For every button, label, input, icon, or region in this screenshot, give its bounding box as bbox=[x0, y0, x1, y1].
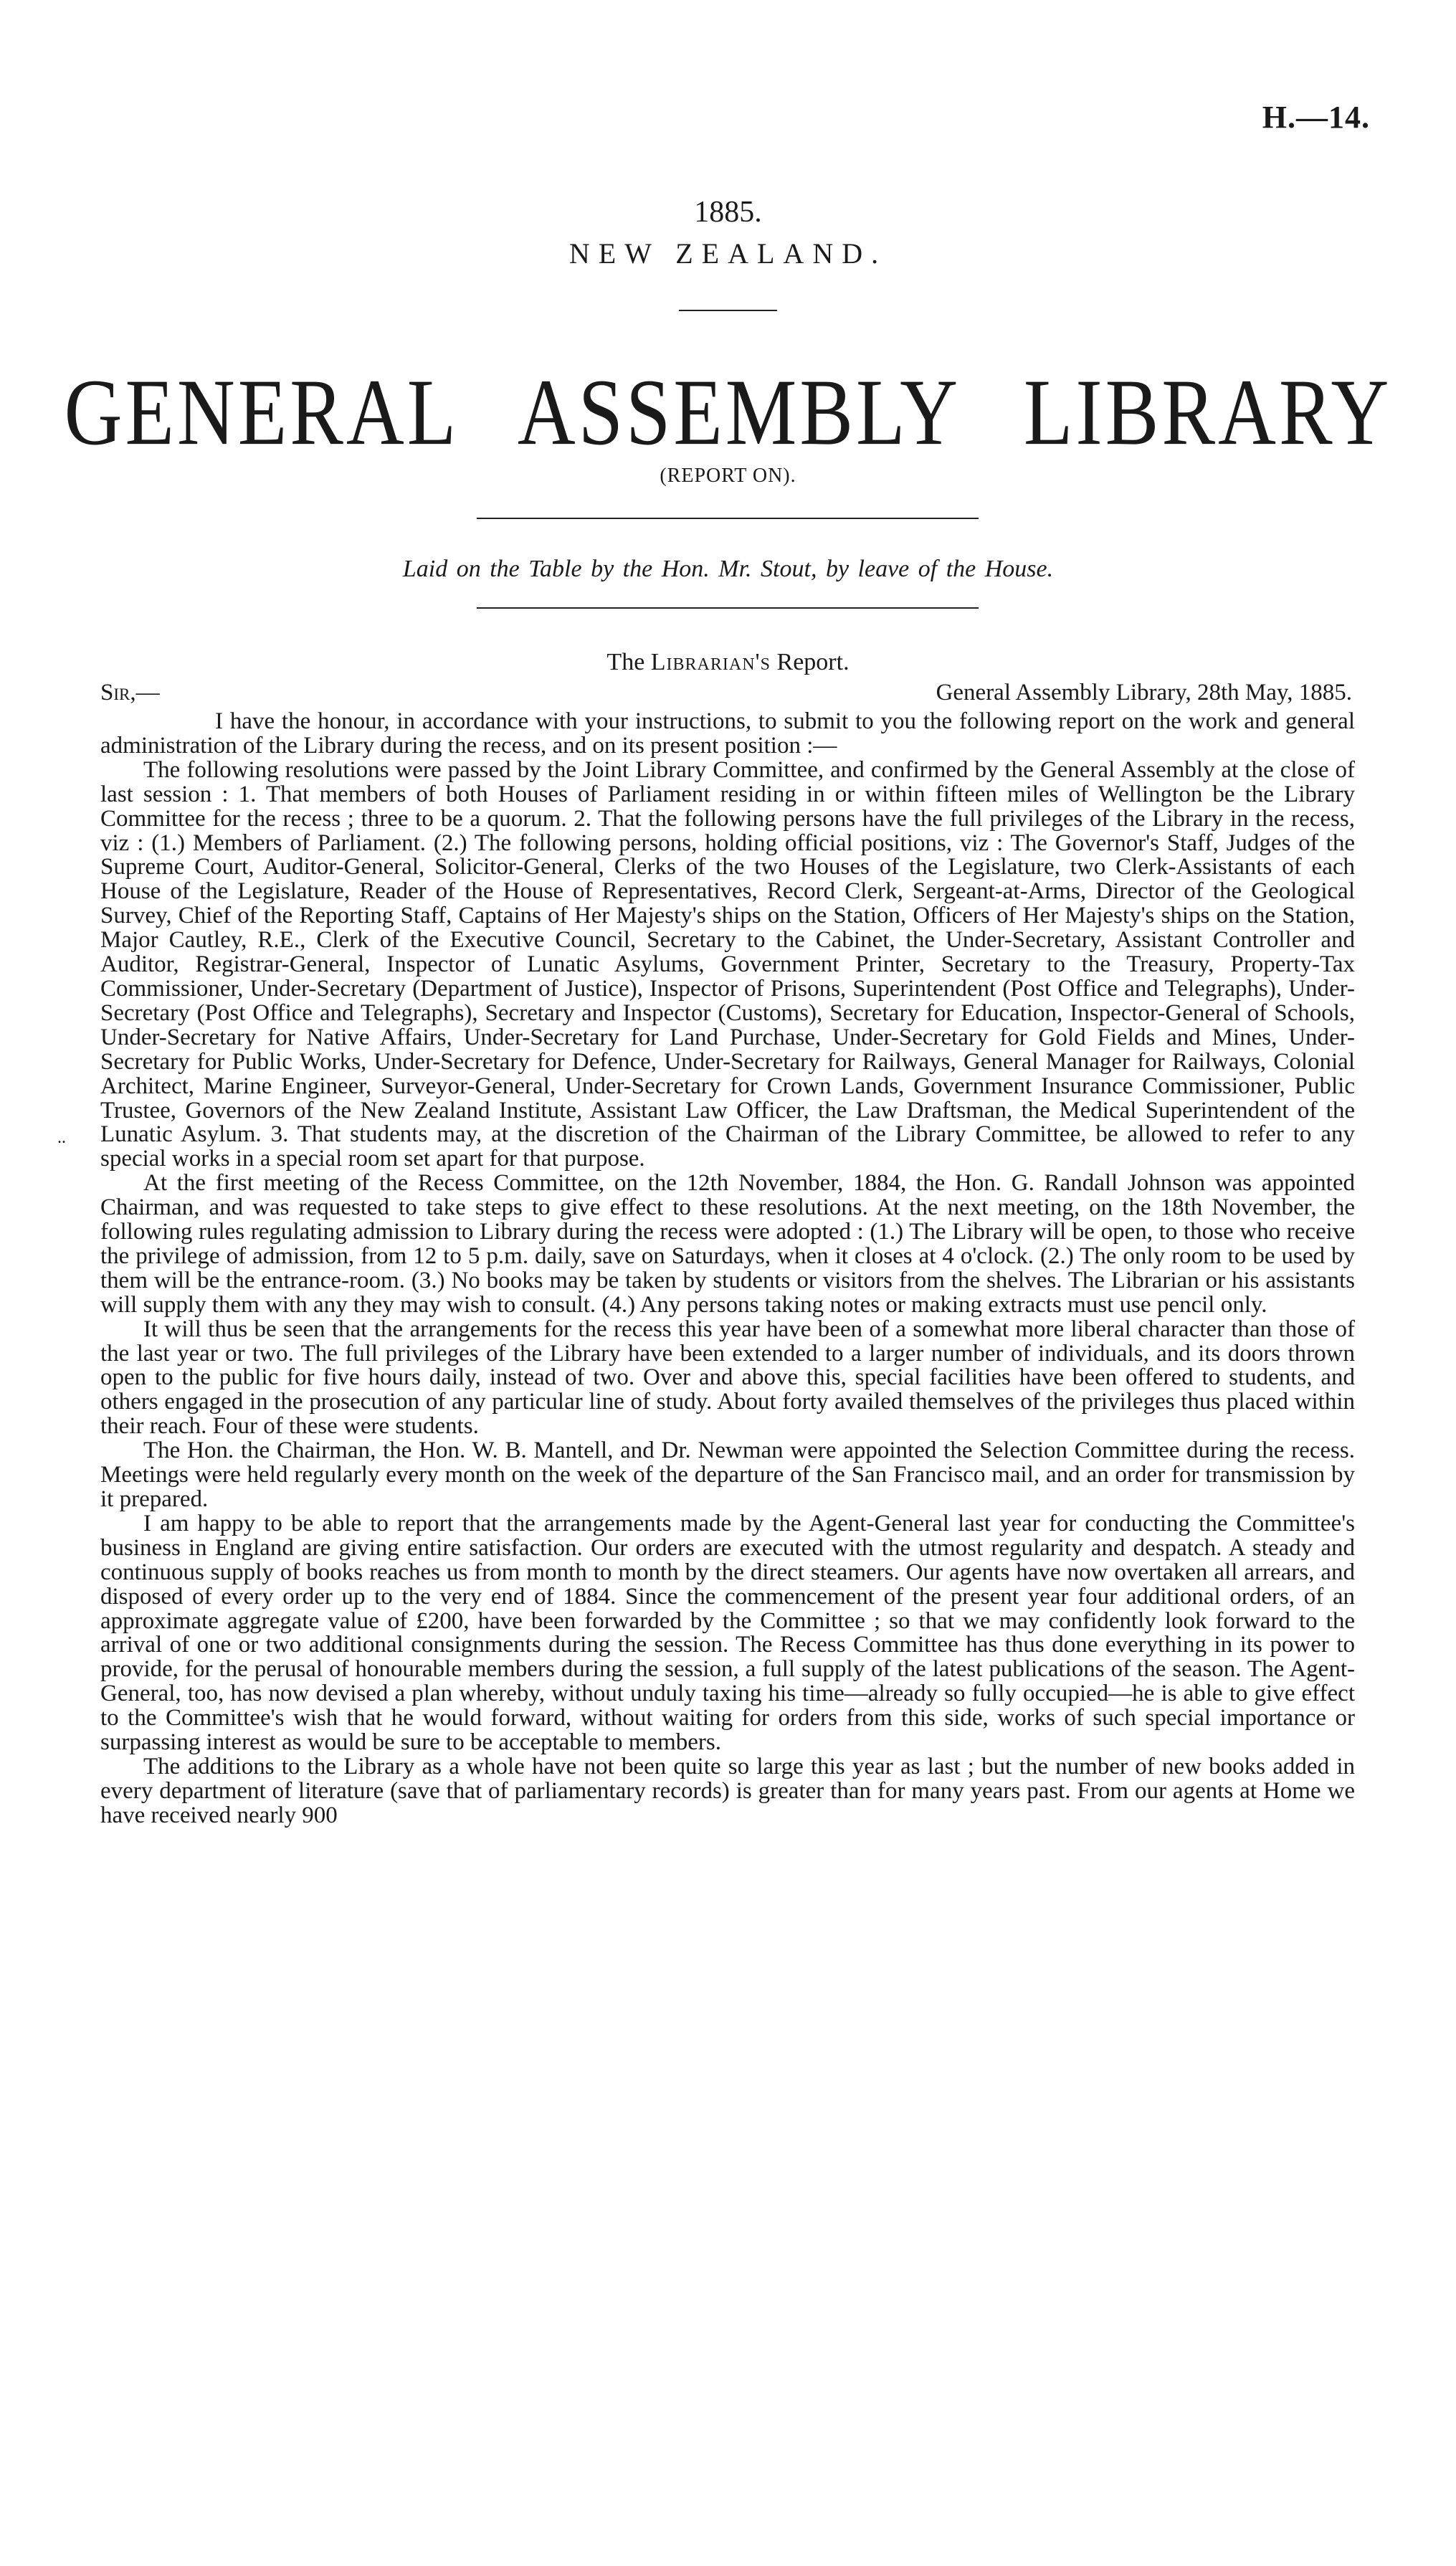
divider bbox=[477, 518, 979, 519]
paragraph: The Hon. the Chairman, the Hon. W. B. Mantell, and Dr. Newman were appointed the Selection Committee during the recess. Meetings were held regularly every month on the week of the departure of the San Francisco mail, and an order for transmission by it prepared. bbox=[100, 1438, 1355, 1512]
country: NEW ZEALAND. bbox=[568, 237, 888, 270]
document-title: GENERAL ASSEMBLY LIBRARY bbox=[64, 360, 1392, 465]
paper-reference: H.—14. bbox=[1262, 100, 1370, 135]
paragraph: It will thus be seen that the arrangements for the recess this year have been of a somewhat more liberal character than those of the last year or two. The full privileges of the Library have been extended to a larger number of individuals, and its doors thrown open to the public for five hours daily, instead of two. Over and above this, special facilities have been offered to students, and others engaged in the prosecution of any particular line of study. About forty availed themselves of the privileges thus placed within their reach. Four of these were students. bbox=[100, 1316, 1355, 1440]
report-heading-report: Report. bbox=[776, 649, 850, 675]
report-heading-librarian: Librarian's bbox=[650, 649, 771, 675]
year: 1885. bbox=[694, 196, 762, 229]
laid-on-table-note: Laid on the Table by the Hon. Mr. Stout, by leave of the House. bbox=[402, 556, 1054, 582]
paragraph: The additions to the Library as a whole have not been quite so large this year as last ; but the number of new books added in every department of literature (save that of parliamentary records) is greater than for many years past. From our agents at Home we have received nearly 900 bbox=[100, 1753, 1355, 1828]
paragraph: I am happy to be able to report that the arrangements made by the Agent-General last year for conducting the Committee's business in England are giving entire satisfaction. Our orders are executed with the utmost regularity and despatch. A steady and continuous supply of books reaches us from month to month by the direct steamers. Our agents have now overtaken all arrears, and disposed of every order up to the very end of 1884. Since the commencement of the present year four additional orders, of an approximate aggregate value of £200, have been forwarded by the Committee ; so that we may confidently look forward to the arrival of one or two additional consignments during the session. The Recess Committee has thus done everything in its power to provide, for the perusal of honourable members during the session, a full supply of the latest publications of the season. The Agent-General, too, has now devised a plan whereby, without unduly taxing his time—already so fully occupied—he is able to give effect to the Committee's wish that he would forward, without waiting for orders from this side, works of such special importance or surpassing interest as would be sure to be acceptable to members. bbox=[100, 1510, 1355, 1756]
report-body bbox=[100, 710, 1355, 1828]
paragraph: The following resolutions were passed by the Joint Library Committee, and confirmed by the General Assembly at the close of last session : 1. That members of both Houses of Parliament residing in or within fifteen miles of Wellington be the Library Committee for the recess ; three to be a quorum. 2. That the following persons have the full privileges of the Library in the recess, viz : (1.) Members of Parliament. (2.) The following persons, holding official positions, viz : The Governor's Staff, Judges of the Supreme Court, Auditor-General, Solicitor-General, Clerks of the two Houses of the Legislature, two Clerk-Assistants of each House of the Legislature, Reader of the House of Representatives, Record Clerk, Sergeant-at-Arms, Director of the Geological Survey, Chief of the Reporting Staff, Captains of Her Majesty's ships on the Station, Officers of Her Majesty's ships on the Station, Major Cautley, R.E., Clerk of the Executive Council, Secretary to the Cabinet, the Under-Secretary, Assistant Controller and Auditor, Registrar-General, Inspector of Lunatic Asylums, Government Printer, Secretary to the Treasury, Property-Tax Commissioner, Under-Secretary (Department of Justice), Inspector of Prisons, Superintendent (Post Office and Telegraphs), Under-Secretary (Post Office and Telegraphs), Secretary and Inspector (Customs), Secretary for Education, Inspector-General of Schools, Under-Secretary for Native Affairs, Under-Secretary for Land Purchase, Under-Secretary for Gold Fields and Mines, Under-Secretary for Public Works, Under-Secretary for Defence, Under-Secretary for Railways, General Manager for Railways, Colonial Architect, Marine Engineer, Surveyor-General, Under-Secretary for Crown Lands, Government Insurance Commissioner, Public Trustee, Governors of the New Zealand Institute, Assistant Law Officer, the Law Draftsman, the Medical Superintendent of the Lunatic Asylum. 3. That students may, at the discretion of the Chairman of the Library Committee, be allowed to refer to any special works in a special room set apart for that purpose. bbox=[100, 756, 1355, 1172]
salutation: Sir,— bbox=[100, 680, 160, 705]
divider bbox=[679, 310, 777, 311]
report-heading bbox=[0, 649, 1456, 676]
paragraph: At the first meeting of the Recess Committee, on the 12th November, 1884, the Hon. G. Randall Johnson was appointed Chairman, and was requested to take steps to give effect to these resolutions. At the next meeting, on the 18th November, the following rules regulating admission to Library during the recess were adopted : (1.) The Library will be open, to those who receive the privilege of admission, from 12 to 5 p.m. daily, save on Saturdays, when it closes at 4 o'clock. (2.) The only room to be used by them will be the entrance-room. (3.) No books may be taken by students or visitors from the shelves. The Librarian or his assistants will supply them with any they may wish to consult. (4.) Any persons taking notes or making extracts must use pencil only. bbox=[100, 1170, 1355, 1318]
document-subtitle: (REPORT ON). bbox=[660, 465, 796, 487]
margin-mark: .. bbox=[57, 1128, 66, 1147]
divider bbox=[477, 607, 979, 609]
report-heading-the: The bbox=[606, 649, 645, 675]
paragraph: I have the honour, in accordance with your instructions, to submit to you the following report on the work and general administration of the Library during the recess, and on its present position :— bbox=[100, 708, 1355, 759]
dateline: General Assembly Library, 28th May, 1885. bbox=[936, 680, 1352, 705]
